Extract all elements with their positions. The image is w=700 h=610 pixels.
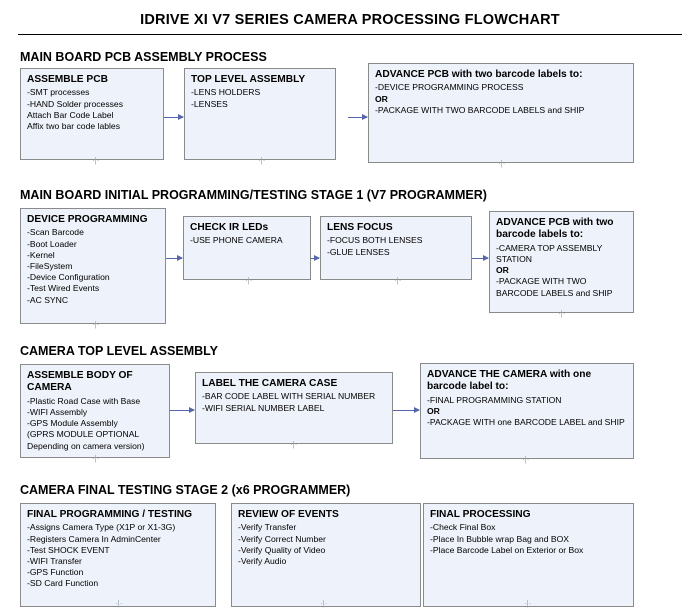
box-line: -GPS Module Assembly xyxy=(27,418,118,429)
box-line: -CAMERA TOP ASSEMBLY STATION xyxy=(496,242,603,265)
box-review-of-events[interactable] xyxy=(231,503,421,607)
box-header: ADVANCE PCB with two barcode labels to: xyxy=(375,69,583,80)
box-line: -Test Wired Events xyxy=(27,283,100,294)
registration-mark: ·|· xyxy=(394,276,402,285)
registration-mark: ·|· xyxy=(245,276,253,285)
registration-mark: ·|· xyxy=(524,599,532,608)
box-line: -FileSystem xyxy=(27,261,73,272)
box-line: -Verify Audio xyxy=(238,556,287,567)
arrow-ir-to-lens-focus xyxy=(311,258,319,259)
registration-mark: ·|· xyxy=(92,156,100,165)
box-header: ASSEMBLE BODY OF CAMERA xyxy=(27,370,133,394)
arrow-lens-focus-to-advance xyxy=(472,258,488,259)
box-line: -Verify Correct Number xyxy=(238,533,326,544)
arrow-assemble-to-top-level xyxy=(164,117,183,118)
section-heading-final-testing: CAMERA FINAL TESTING STAGE 2 (x6 PROGRAMMER) xyxy=(20,483,351,497)
box-line-or: OR xyxy=(496,265,509,276)
section-heading-pcb-assembly: MAIN BOARD PCB ASSEMBLY PROCESS xyxy=(20,50,267,64)
arrow-body-to-label xyxy=(170,410,194,411)
box-line-or: OR xyxy=(375,93,388,104)
box-line: (GPRS MODULE OPTIONAL xyxy=(27,429,140,440)
box-header: LABEL THE CAMERA CASE xyxy=(202,378,338,389)
page-title: IDRIVE XI V7 SERIES CAMERA PROCESSING FLOWCHART xyxy=(140,12,560,28)
box-header: CHECK IR LEDs xyxy=(190,222,269,233)
box-line: -USE PHONE CAMERA xyxy=(190,235,283,246)
box-line-or: OR xyxy=(427,406,440,417)
box-line: Attach Bar Code Label xyxy=(27,109,114,120)
box-line: -Registers Camera In AdminCenter xyxy=(27,533,161,544)
box-header: TOP LEVEL ASSEMBLY xyxy=(191,74,306,85)
box-line: Affix two bar code lables xyxy=(27,121,120,132)
registration-mark: ·|· xyxy=(92,320,100,329)
section-heading-camera-top-level: CAMERA TOP LEVEL ASSEMBLY xyxy=(20,344,218,358)
box-check-ir-leds[interactable] xyxy=(183,216,311,280)
box-device-programming[interactable] xyxy=(20,208,166,324)
box-line: -BAR CODE LABEL WITH SERIAL NUMBER xyxy=(202,391,376,402)
registration-mark: ·|· xyxy=(258,156,266,165)
box-line: -GLUE LENSES xyxy=(327,246,390,257)
box-line: -LENSES xyxy=(191,98,228,109)
box-line: -PACKAGE WITH TWO BARCODE LABELS and SHIP xyxy=(496,276,613,298)
box-line: -Boot Loader xyxy=(27,238,77,249)
registration-mark: ·|· xyxy=(320,599,328,608)
arrow-device-to-ir xyxy=(166,258,182,259)
box-final-processing[interactable] xyxy=(423,503,634,607)
box-label-camera-case[interactable] xyxy=(195,372,393,444)
box-line: -Test SHOCK EVENT xyxy=(27,544,110,555)
section-heading-initial-programming: MAIN BOARD INITIAL PROGRAMMING/TESTING STAGE 1 (V7 PROGRAMMER) xyxy=(20,188,487,202)
box-line: -PACKAGE WITH one BARCODE LABEL and SHIP xyxy=(427,417,625,428)
box-line: -SD Card Function xyxy=(27,578,99,589)
box-header: REVIEW OF EVENTS xyxy=(238,509,339,520)
box-header: ADVANCE THE CAMERA with one barcode label to: xyxy=(427,369,592,393)
box-line: -Check Final Box xyxy=(430,522,496,533)
box-line: -Device Configuration xyxy=(27,272,110,283)
box-line: -Assigns Camera Type (X1P or X1-3G) xyxy=(27,522,176,533)
box-line: -FOCUS BOTH LENSES xyxy=(327,235,423,246)
arrow-top-level-to-advance xyxy=(348,117,367,118)
box-line: -Plastic Road Case with Base xyxy=(27,395,141,406)
title-divider xyxy=(18,34,682,35)
box-top-level-assembly[interactable] xyxy=(184,68,336,160)
box-advance-pcb-two-labels[interactable] xyxy=(368,63,634,163)
box-header: FINAL PROCESSING xyxy=(430,509,531,520)
box-line: -WIFI SERIAL NUMBER LABEL xyxy=(202,402,325,413)
box-header: LENS FOCUS xyxy=(327,222,393,233)
registration-mark: ·|· xyxy=(290,440,298,449)
box-line: -Place In Bubble wrap Bag and BOX xyxy=(430,533,570,544)
box-line: -Verify Transfer xyxy=(238,522,297,533)
box-line: -Kernel xyxy=(27,249,55,260)
box-line: -Scan Barcode xyxy=(27,227,84,238)
registration-mark: ·|· xyxy=(558,309,566,318)
box-line: -Place Barcode Label on Exterior or Box xyxy=(430,544,584,555)
box-line: -WIFI Assembly xyxy=(27,407,88,418)
registration-mark: ·|· xyxy=(115,599,123,608)
box-line: -Verify Quality of Video xyxy=(238,544,326,555)
box-lens-focus[interactable] xyxy=(320,216,472,280)
box-line: -HAND Solder processes xyxy=(27,98,123,109)
box-assemble-pcb[interactable] xyxy=(20,68,164,160)
registration-mark: ·|· xyxy=(522,455,530,464)
box-header: ASSEMBLE PCB xyxy=(27,74,108,85)
box-advance-pcb-to-top-assembly[interactable] xyxy=(489,211,634,313)
box-line: -AC SYNC xyxy=(27,294,69,305)
box-header: FINAL PROGRAMMING / TESTING xyxy=(27,509,193,520)
box-line: Depending on camera version) xyxy=(27,440,145,451)
box-assemble-body-of-camera[interactable] xyxy=(20,364,170,458)
box-line: -GPS Function xyxy=(27,567,84,578)
box-header: ADVANCE PCB with two barcode labels to: xyxy=(496,217,614,241)
box-line: -WIFI Transfer xyxy=(27,556,82,567)
box-line: -SMT processes xyxy=(27,87,90,98)
registration-mark: ·|· xyxy=(92,454,100,463)
box-line: -PACKAGE WITH TWO BARCODE LABELS and SHIP xyxy=(375,104,585,115)
box-advance-camera-one-label[interactable] xyxy=(420,363,634,459)
box-header: DEVICE PROGRAMMING xyxy=(27,214,148,225)
box-final-programming-testing[interactable] xyxy=(20,503,216,607)
arrow-label-to-advance-camera xyxy=(393,410,419,411)
box-line: -LENS HOLDERS xyxy=(191,87,261,98)
box-line: -DEVICE PROGRAMMING PROCESS xyxy=(375,82,524,93)
registration-mark: ·|· xyxy=(498,159,506,168)
box-line: -FINAL PROGRAMMING STATION xyxy=(427,394,562,405)
